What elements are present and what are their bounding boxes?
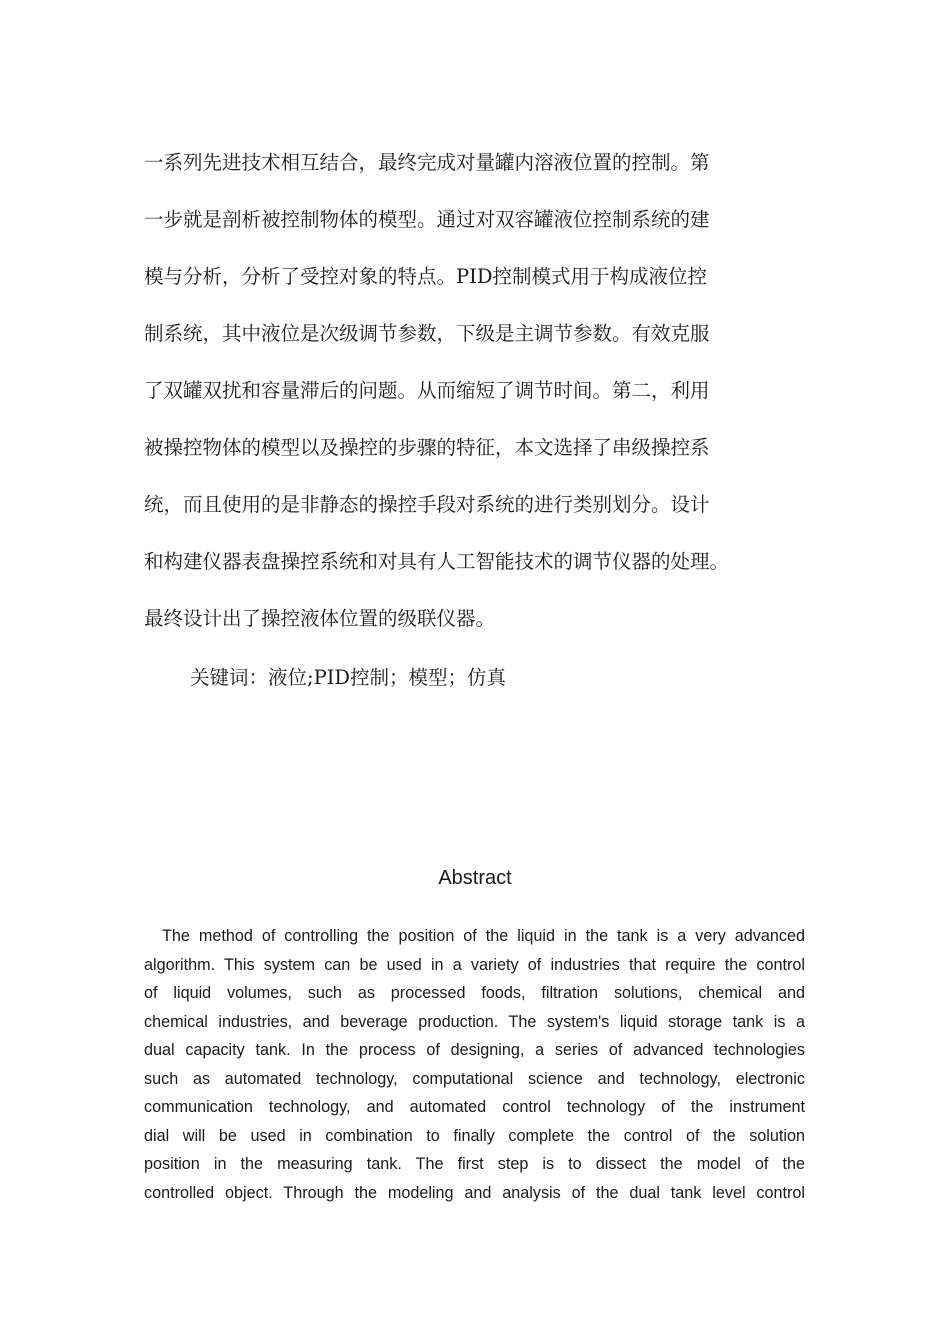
chinese-abstract-body <box>144 134 806 647</box>
chinese-abstract-line: 一步就是剖析被控制物体的模型。通过对双容罐液位控制系统的建 <box>144 208 710 231</box>
chinese-abstract-line: 统，而且使用的是非静态的操控手段对系统的进行类别划分。设计 <box>144 493 710 516</box>
english-abstract-line: communication technology, and automated control technology of the instrument <box>144 1098 805 1116</box>
english-abstract-line: The method of controlling the position of the liquid in the tank is a very advanced <box>162 927 805 945</box>
chinese-abstract-line: 和构建仪器表盘操控系统和对具有人工智能技术的调节仪器的处理。 <box>144 550 730 573</box>
chinese-abstract-line: 被操控物体的模型以及操控的步骤的特征，本文选择了串级操控系 <box>144 436 710 459</box>
english-abstract-line: dual capacity tank. In the process of designing, a series of advanced technologies <box>144 1041 805 1059</box>
english-abstract-line: controlled object. Through the modeling and analysis of the dual tank level control <box>144 1183 805 1202</box>
english-abstract-line: position in the measuring tank. The first step is to dissect the model of the <box>144 1155 805 1173</box>
english-abstract-line: chemical industries, and beverage production. The system's liquid storage tank is a <box>144 1012 805 1031</box>
abstract-heading: Abstract <box>438 867 512 889</box>
english-abstract-body <box>144 922 805 1207</box>
chinese-abstract-line: 最终设计出了操控液体位置的级联仪器。 <box>144 607 496 630</box>
chinese-abstract-line: 模与分析，分析了受控对象的特点。PID控制模式用于构成液位控 <box>144 265 707 288</box>
chinese-abstract-line: 一系列先进技术相互结合，最终完成对量罐内溶液位置的控制。第 <box>144 151 710 174</box>
chinese-abstract-line: 制系统，其中液位是次级调节参数，下级是主调节参数。有效克服 <box>144 322 710 345</box>
chinese-abstract-line: 了双罐双扰和容量滞后的问题。从而缩短了调节时间。第二，利用 <box>144 379 710 402</box>
chinese-keywords: 关键词：液位;PID控制；模型；仿真 <box>190 666 507 689</box>
english-abstract-line: such as automated technology, computational science and technology, electronic <box>144 1069 805 1088</box>
english-abstract-line: of liquid volumes, such as processed foods, filtration solutions, chemical and <box>144 984 805 1002</box>
english-abstract-line: dial will be used in combination to finally complete the control of the solution <box>144 1126 805 1145</box>
english-abstract-line: algorithm. This system can be used in a variety of industries that require the control <box>144 955 805 974</box>
